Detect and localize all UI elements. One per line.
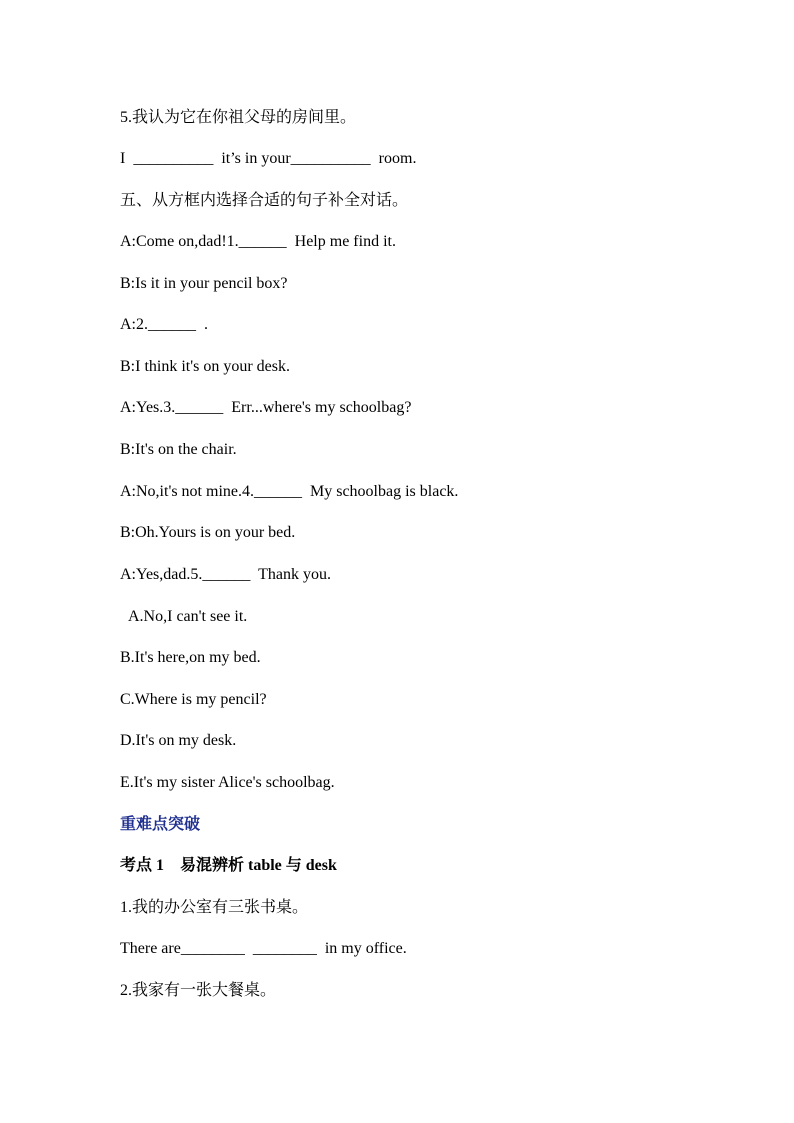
dialog-line-5: A:Yes.3.______ Err...where's my schoolbag? xyxy=(120,399,412,416)
option-b: B.It's here,on my bed. xyxy=(120,649,261,666)
option-d: D.It's on my desk. xyxy=(120,732,237,749)
dialog-line-1: A:Come on,dad!1.______ Help me find it. xyxy=(120,233,396,250)
option-c: C.Where is my pencil? xyxy=(120,691,267,708)
dialog-line-7: A:No,it's not mine.4.______ My schoolbag is black. xyxy=(120,483,459,500)
test-point-1-heading: 考点 1 易混辨析 table 与 desk xyxy=(120,857,337,874)
question-5-answer-line: I __________ it’s in your__________ room. xyxy=(120,150,417,167)
dialog-line-2: B:Is it in your pencil box? xyxy=(120,275,288,292)
dialog-line-9: A:Yes,dad.5.______ Thank you. xyxy=(120,566,331,583)
key-difficult-points-heading: 重难点突破 xyxy=(120,816,201,833)
dialog-line-3: A:2.______ . xyxy=(120,316,208,333)
dialog-line-8: B:Oh.Yours is on your bed. xyxy=(120,524,296,541)
section-5-title: 五、从方框内选择合适的句子补全对话。 xyxy=(120,192,409,209)
question-1-prompt: 1.我的办公室有三张书桌。 xyxy=(120,899,309,916)
option-e: E.It's my sister Alice's schoolbag. xyxy=(120,774,335,791)
dialog-line-6: B:It's on the chair. xyxy=(120,441,237,458)
question-2-prompt: 2.我家有一张大餐桌。 xyxy=(120,982,277,999)
question-5-prompt: 5.我认为它在你祖父母的房间里。 xyxy=(120,109,357,126)
dialog-line-4: B:I think it's on your desk. xyxy=(120,358,290,375)
option-a: A.No,I can't see it. xyxy=(128,608,248,625)
question-1-answer-line: There are________ ________ in my office. xyxy=(120,940,407,957)
